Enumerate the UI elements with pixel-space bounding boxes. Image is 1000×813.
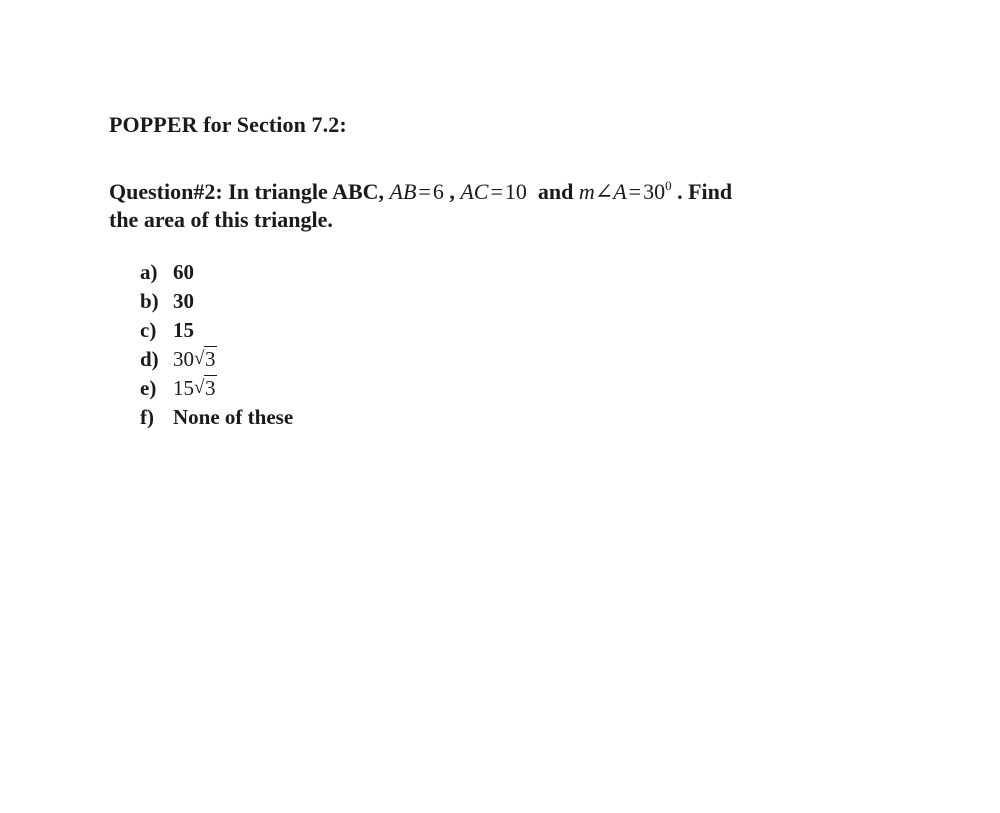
equals-sign: = [628, 179, 642, 204]
option-f [140, 403, 293, 432]
angle-icon: ∠ [594, 179, 614, 204]
math-ac-rhs: 10 [504, 179, 527, 204]
math-ab-equation [390, 179, 444, 204]
option-text: None of these [173, 405, 294, 429]
find-text: . Find [677, 179, 733, 204]
math-ac-lhs: AC [460, 179, 489, 204]
option-a [140, 258, 293, 287]
option-letter: b) [140, 289, 159, 313]
option-text: 60 [173, 260, 194, 284]
sqrt-icon: √ [194, 348, 205, 369]
option-letter: a) [140, 260, 158, 284]
radicand: 3 [205, 376, 216, 400]
option-b [140, 287, 293, 316]
separator-comma: , [449, 179, 455, 204]
option-coefficient: 30 [173, 347, 194, 371]
option-d [140, 345, 293, 374]
equals-sign: = [490, 179, 503, 204]
option-letter: f) [140, 405, 154, 429]
radicand: 3 [205, 347, 216, 371]
math-ab-rhs: 6 [432, 179, 444, 204]
and-word: and [537, 179, 574, 204]
answer-options [140, 258, 293, 432]
equals-sign: = [418, 179, 431, 204]
math-angle-var: A [613, 179, 627, 204]
option-e [140, 374, 293, 403]
question-line-2: the area of this triangle. [109, 207, 333, 232]
option-c [140, 316, 293, 345]
degree-superscript: 0 [665, 178, 672, 193]
option-letter: d) [140, 347, 159, 371]
sqrt-icon: √ [194, 377, 205, 398]
math-angle-equation [579, 179, 672, 204]
question-label: Question#2: In triangle ABC, [109, 179, 385, 204]
square-root [194, 374, 217, 403]
option-coefficient: 15 [173, 376, 194, 400]
math-angle-rhs: 30 [643, 179, 666, 204]
option-letter: e) [140, 376, 157, 400]
option-letter: c) [140, 318, 157, 342]
option-text: 30 [173, 289, 194, 313]
question-text [109, 172, 909, 234]
math-ab-lhs: AB [389, 179, 417, 204]
square-root [194, 345, 217, 374]
math-angle-m: m [578, 179, 595, 204]
math-ac-equation [460, 179, 527, 204]
section-heading: POPPER for Section 7.2: [109, 112, 347, 137]
option-text: 15 [173, 318, 194, 342]
